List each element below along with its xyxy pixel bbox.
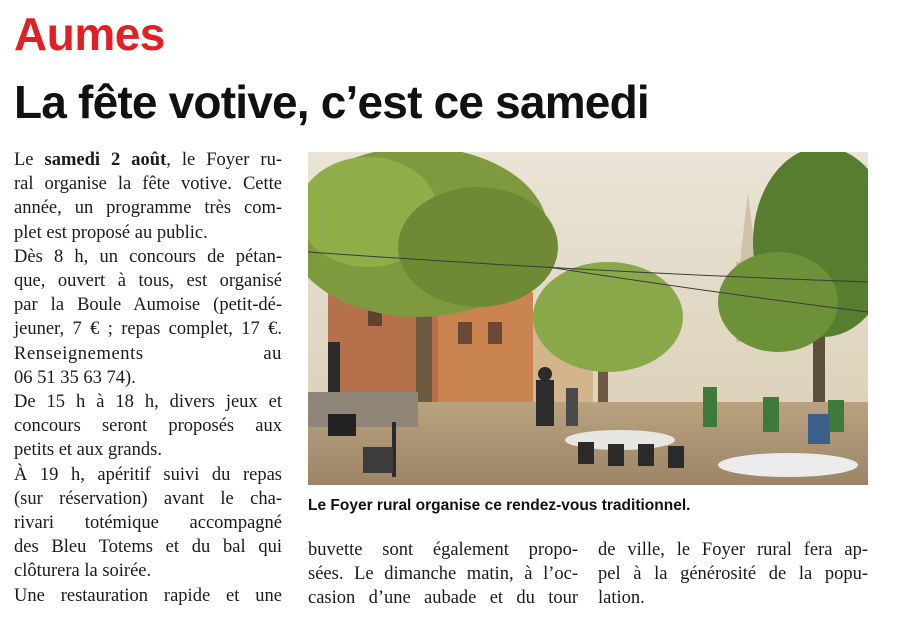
article-column-2 — [308, 538, 578, 611]
text-line: 06 51 35 63 74). — [14, 367, 136, 388]
text-line: des Bleu Totems et du bal qui — [14, 537, 282, 558]
text-line: petits et aux grands. — [14, 440, 162, 461]
text-line: par la Boule Aumoise (petit-dé- — [14, 295, 282, 316]
article-headline: La fête votive, c’est ce samedi — [14, 76, 649, 128]
text-line: Le samedi 2 août, le Foyer ru- — [14, 150, 283, 170]
article-photo — [308, 152, 868, 485]
section-kicker: Aumes — [14, 8, 165, 60]
text-line: clôturera la soirée. — [14, 561, 152, 582]
text-line: Dès 8 h, un concours de pétan- — [14, 246, 282, 267]
article-column-3 — [598, 538, 868, 611]
article-column-1 — [14, 148, 282, 608]
text-line: ral organise la fête votive. Cette — [14, 174, 282, 195]
text-line: À 19 h, apéritif suivi du repas — [14, 464, 282, 485]
text-line: (sur réservation) avant le cha- — [14, 488, 282, 509]
text-line: année, un programme très com- — [14, 198, 282, 219]
text-line: rivari totémique accompagné — [14, 513, 282, 534]
text-line: lation. — [598, 588, 645, 609]
text-line: que, ouvert à tous, est organisé — [14, 271, 282, 292]
text-line: buvette sont également propo- — [308, 540, 578, 560]
text-line: casion d’une aubade et du tour — [308, 588, 578, 609]
text-line: de ville, le Foyer rural fera ap- — [598, 540, 868, 560]
text-line: Renseignements au — [14, 343, 282, 364]
text-line: plet est proposé au public. — [14, 222, 208, 243]
photo-caption: Le Foyer rural organise ce rendez-vous traditionnel. — [308, 497, 691, 514]
text-line: pel à la générosité de la popu- — [598, 564, 868, 585]
text-line: Une restauration rapide et une — [14, 585, 282, 606]
text-line: sées. Le dimanche matin, à l’oc- — [308, 564, 578, 585]
text-line: concours seront proposés aux — [14, 416, 282, 437]
text-line: jeuner, 7 € ; repas complet, 17 €. — [14, 319, 282, 340]
text-line: De 15 h à 18 h, divers jeux et — [14, 392, 282, 413]
